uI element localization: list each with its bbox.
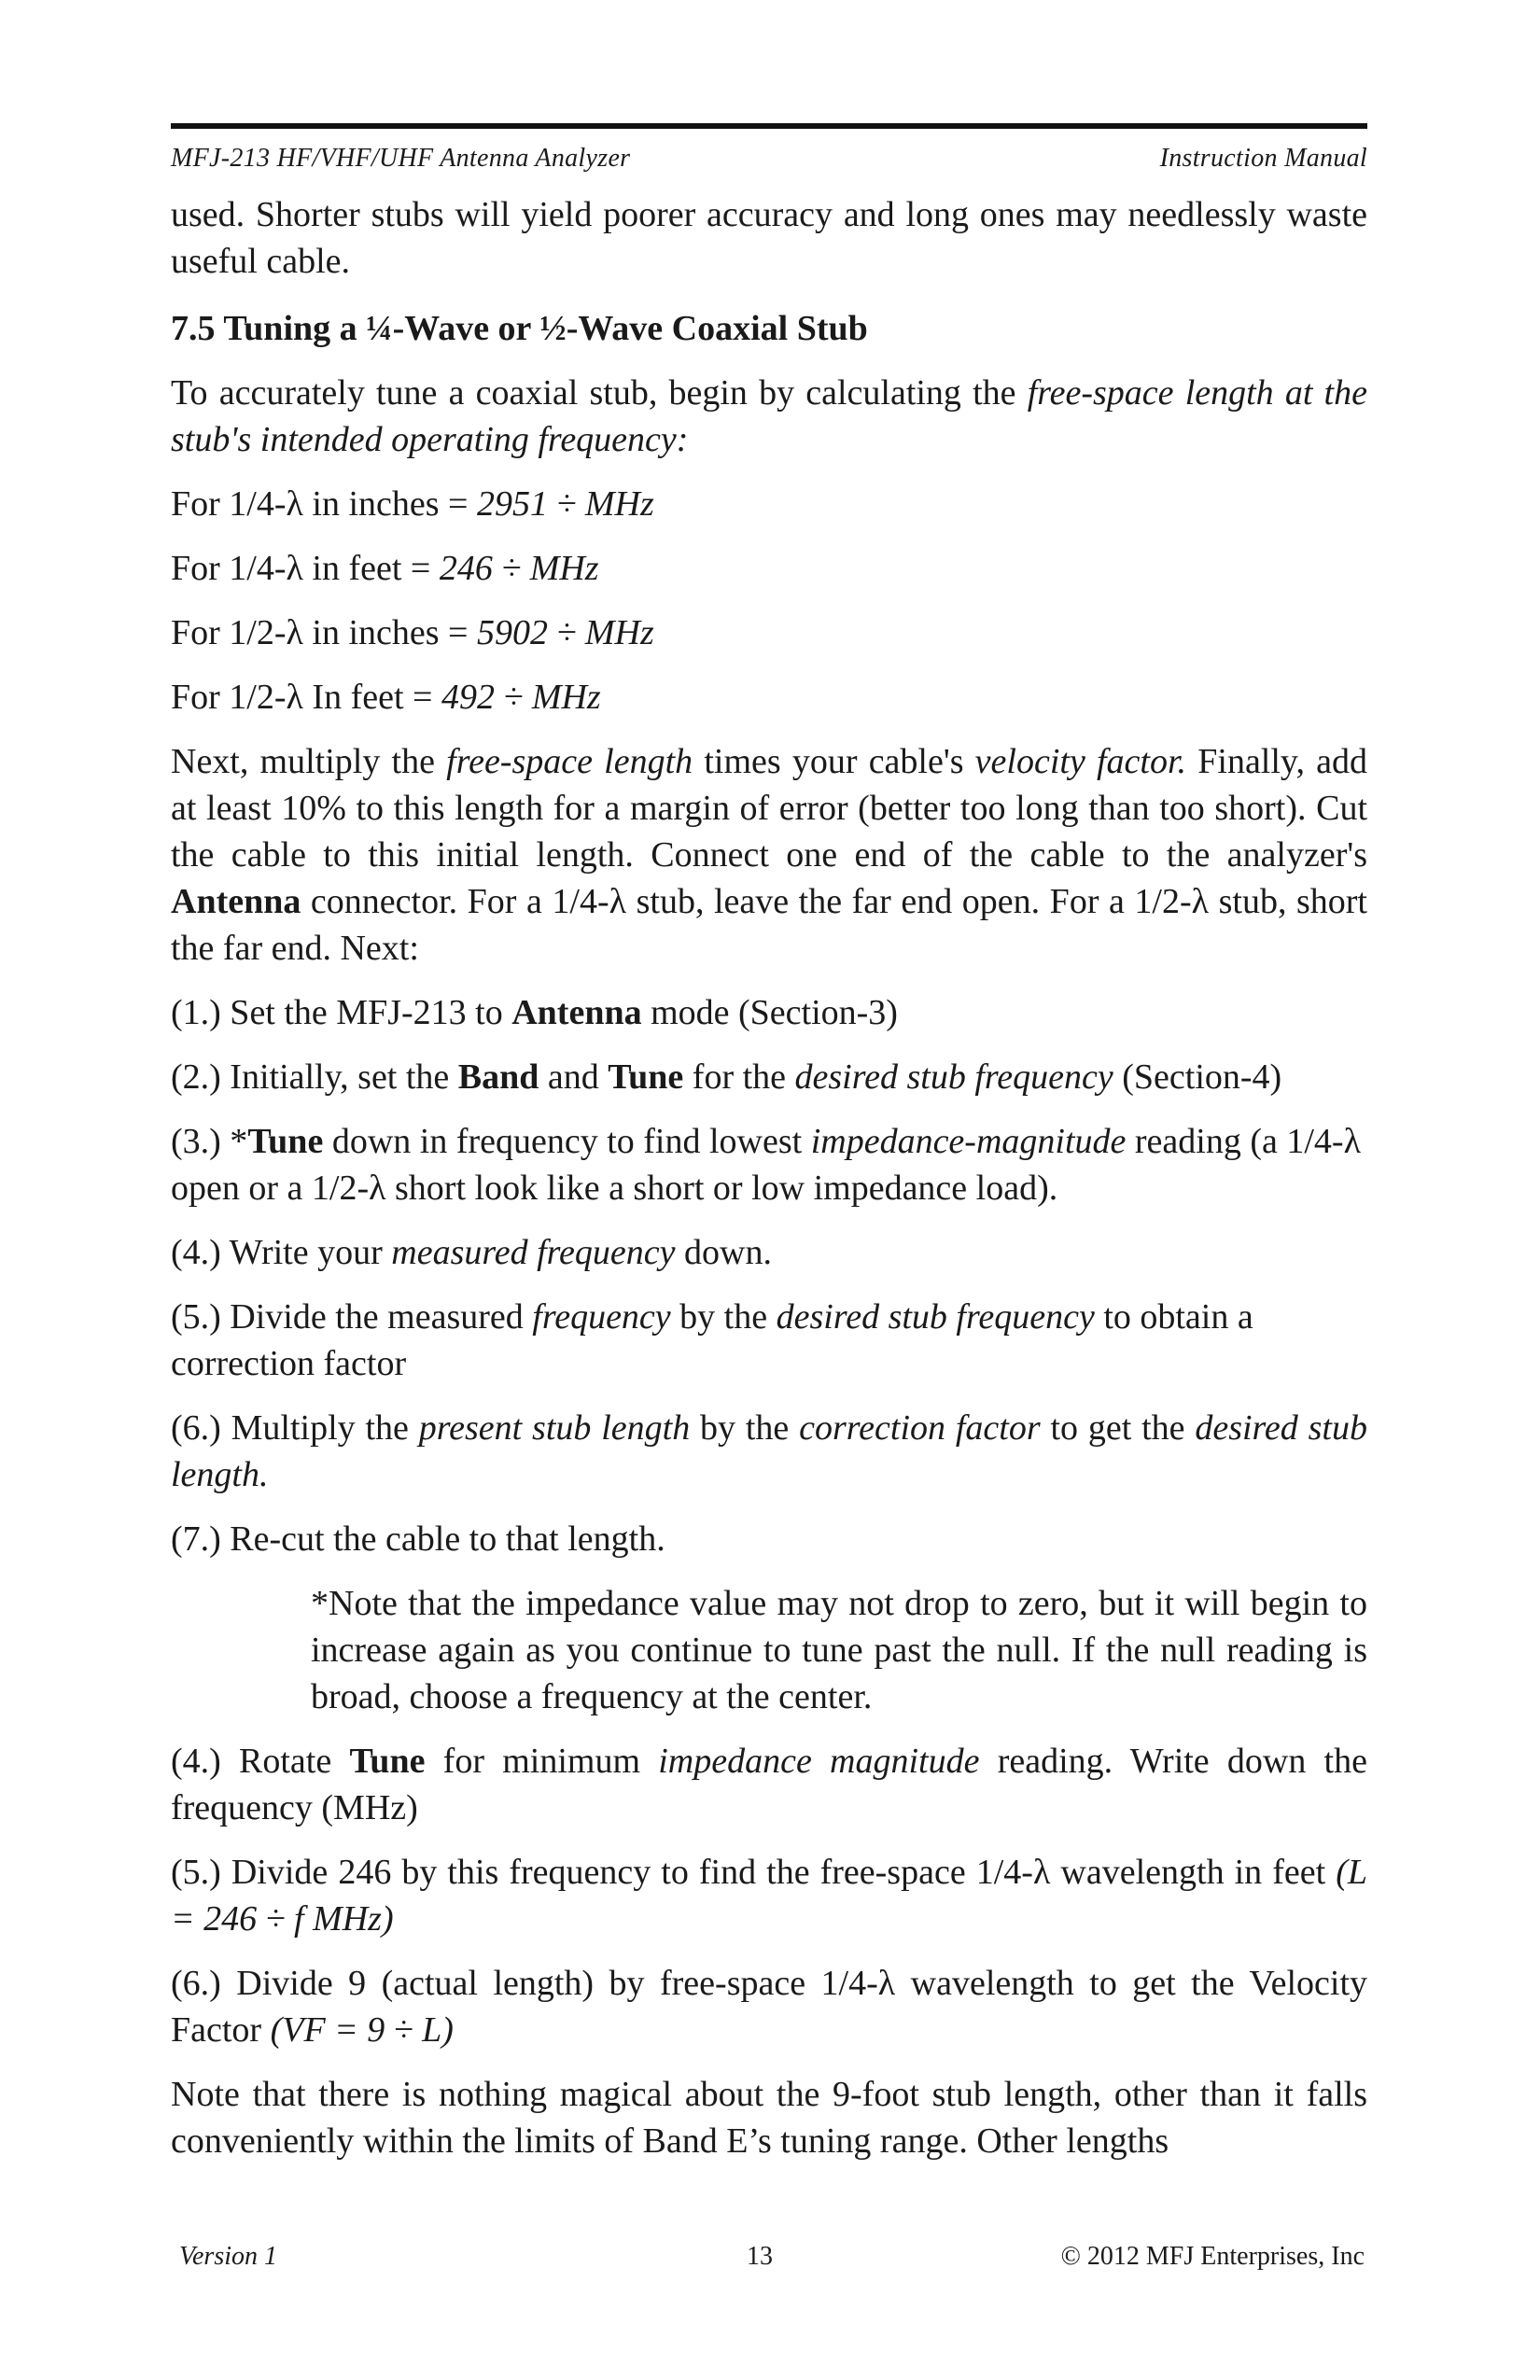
text-run: for the (683, 1057, 795, 1097)
header-doc-type: Instruction Manual (1159, 144, 1367, 173)
text-run-italic: impedance-magnitude (810, 1122, 1127, 1161)
note-paragraph: *Note that the impedance value may not drop to zero, but it will begin to increase again as you continue to tune past the null. If the null reading is broad, choose a frequency at the center. (311, 1584, 1367, 1716)
formula-label: For 1/2-λ In feet = (171, 678, 441, 717)
text-run: (1.) Set the MFJ-213 to (171, 993, 512, 1032)
calc-intro-text: To accurately tune a coaxial stub, begin by calculating the (171, 373, 1028, 413)
formula-quarter-feet (171, 545, 1367, 592)
formula-quarter-inches (171, 481, 1367, 527)
text-run: (3.) * (171, 1122, 248, 1161)
text-run: down in frequency to find lowest (323, 1122, 811, 1161)
formula-label: For 1/4-λ in inches = (171, 484, 477, 524)
formula-expression: 246 ÷ MHz (439, 549, 599, 588)
step-2 (171, 1054, 1367, 1100)
text-run: mode (Section-3) (641, 993, 898, 1032)
text-run-bold: Tune (247, 1122, 324, 1161)
page-number: 13 (747, 2242, 773, 2271)
text-run: (2.) Initially, set the (171, 1057, 458, 1097)
formula-half-feet (171, 674, 1367, 721)
text-run-bold: Antenna (171, 882, 301, 921)
text-run-italic: free-space length (446, 742, 693, 781)
text-run-italic: velocity factor. (974, 742, 1187, 781)
text-run: Next, multiply the (171, 742, 447, 781)
header-title: MFJ-213 HF/VHF/UHF Antenna Analyzer (171, 144, 631, 173)
footer-copyright: © 2012 MFJ Enterprises, Inc (1060, 2242, 1365, 2271)
step-1 (171, 989, 1367, 1036)
text-run: (6.) Multiply the (171, 1408, 419, 1448)
formula-label: For 1/2-λ in inches = (171, 613, 477, 652)
text-run-italic: frequency (532, 1297, 671, 1337)
text-run: (5.) Divide 246 by this frequency to find the free-space 1/4-λ wavelength in feet (171, 1853, 1337, 1892)
running-header (171, 123, 1367, 174)
formula-label: For 1/4-λ in feet = (171, 549, 440, 588)
closing-paragraph: Note that there is nothing magical about the 9-foot stub length, other than it falls conveniently within the limits of Band E’s tuning range. Other lengths (171, 2075, 1367, 2161)
text-run: (4.) Write your (171, 1233, 392, 1272)
section-heading: 7.5 Tuning a ¼-Wave or ½-Wave Coaxial Stub (171, 309, 868, 348)
text-run-italic: (L = 246 ÷ f MHz) (171, 1853, 1367, 1939)
text-run: (5.) Divide the measured (171, 1297, 533, 1337)
page-body (171, 191, 1367, 2164)
text-run: connector. For a 1/4-λ stub, leave the far end open. For a 1/2-λ stub, short the far end. Next: (171, 882, 1367, 968)
text-run-bold: Tune (608, 1057, 684, 1097)
page-footer (179, 2242, 1365, 2272)
text-run: Finally, add at least 10% to this length for a margin of error (better too long than too short). Cut the cable to this initial length. Connect one end of the cable to the analyzer's (171, 742, 1368, 875)
formula-half-inches (171, 609, 1367, 656)
text-run: (6.) Divide 9 (actual length) by free-space 1/4-λ wavelength to get the Velocity Factor (171, 1964, 1367, 2050)
step-5 (171, 1294, 1367, 1387)
text-run: by the (690, 1408, 800, 1448)
text-run-bold: Band (457, 1057, 539, 1097)
text-run: to obtain a correction factor (171, 1297, 1253, 1383)
text-run-italic: desired stub frequency (776, 1297, 1095, 1337)
text-run-bold: Antenna (511, 993, 642, 1032)
text-run: times your cable's (693, 742, 975, 781)
text-run-italic: desired stub length. (171, 1408, 1367, 1494)
alt-step-4 (171, 1738, 1367, 1831)
step-7 (171, 1516, 1367, 1562)
alt-step-6 (171, 1960, 1367, 2053)
text-run-italic: desired stub frequency (794, 1057, 1113, 1097)
calc-intro-emphasis: free-space length at the stub's intended operating frequency: (171, 373, 1367, 459)
text-run-italic: present stub length (418, 1408, 691, 1448)
text-run: reading (a 1/4-λ open or a 1/2-λ short look like a short or low impedance load). (171, 1122, 1361, 1208)
intro-paragraph: used. Shorter stubs will yield poorer accuracy and long ones may needlessly waste useful cable. (171, 195, 1367, 281)
text-run: (4.) Rotate (171, 1742, 350, 1781)
calc-intro-paragraph (171, 370, 1367, 463)
step-6 (171, 1405, 1367, 1498)
step-3 (171, 1118, 1367, 1211)
procedure-paragraph (171, 738, 1367, 972)
formula-expression: 2951 ÷ MHz (477, 484, 654, 524)
alt-step-5 (171, 1849, 1367, 1942)
text-run-italic: (VF = 9 ÷ L) (270, 2010, 454, 2050)
text-run-italic: measured frequency (391, 1233, 676, 1272)
text-run: to get the (1040, 1408, 1196, 1448)
formula-expression: 492 ÷ MHz (441, 678, 601, 717)
text-run: by the (670, 1297, 777, 1337)
formula-expression: 5902 ÷ MHz (477, 613, 654, 652)
step-4 (171, 1229, 1367, 1276)
text-run: reading. Write down the frequency (MHz) (171, 1742, 1367, 1827)
text-run: (7.) Re-cut the cable to that length. (171, 1519, 665, 1559)
text-run: for minimum (425, 1742, 659, 1781)
text-run-bold: Tune (349, 1742, 426, 1781)
text-run: and (539, 1057, 609, 1097)
text-run-italic: impedance magnitude (658, 1742, 980, 1781)
footer-version: Version 1 (179, 2242, 277, 2271)
text-run: (Section-4) (1113, 1057, 1282, 1097)
text-run: down. (675, 1233, 772, 1272)
text-run-italic: correction factor (799, 1408, 1041, 1448)
